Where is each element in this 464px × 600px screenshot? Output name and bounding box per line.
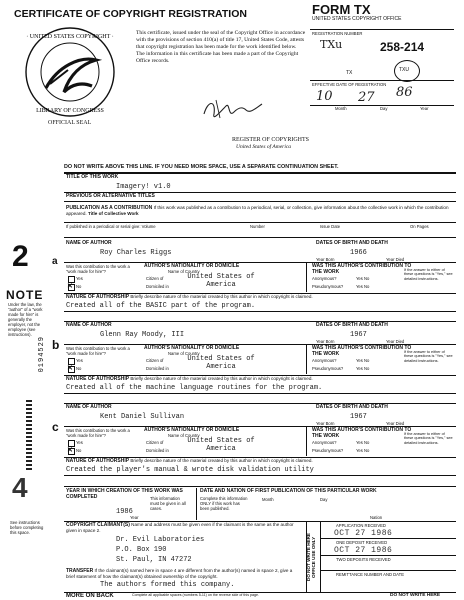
transfer-text: If the claimant(s) named here in space 4 are different from the author(s) named in space 2, give a brief statement of how the claimant(s) obtained ownership of the copyright. (66, 568, 293, 579)
one-deposit-date: OCT 27 1986 (334, 546, 393, 555)
eff-month: 10 (316, 89, 333, 104)
answer-note: If the answer to either of these questions is "Yes," see detailed instructions. (404, 432, 453, 445)
pseudonymous-yes-no[interactable]: Yes No (356, 284, 370, 289)
svg-text:LIBRARY OF CONGRESS: LIBRARY OF CONGRESS (36, 108, 104, 114)
more-on-back: MORE ON BACK (66, 593, 114, 599)
author-country: United States of America (187, 273, 255, 289)
tx-label: TX (346, 70, 353, 76)
pseudonymous-yes-no[interactable]: Yes No (356, 366, 370, 371)
country-label: Name of Country (168, 351, 200, 356)
hire-no-label: No (76, 448, 82, 453)
author-nature: Created the player's manual & wrote disk validation utility (66, 466, 314, 474)
claimant-address-2: St. Paul, IN 47272 (116, 556, 192, 564)
copyright-office-seal (24, 26, 116, 118)
citizen-label: Citizen of (146, 276, 164, 281)
year-died-label: Year Died (386, 257, 405, 262)
author-country: United States of America (187, 437, 255, 453)
periodical-volume-label: If published in a periodical or serial give: Volume (66, 224, 156, 229)
footer-complete: Complete all applicable spaces (numbers 5-11) on the reverse side of this page. (132, 593, 259, 597)
reg-prefix: TXu (320, 38, 343, 51)
pseudonymous-label: Pseudonymous? (312, 366, 344, 371)
seal-caption: OFFICIAL SEAL (48, 120, 92, 126)
periodical-issue-label: Issue Date (320, 224, 341, 229)
year-died-label: Year Died (386, 421, 405, 426)
form-id: FORM TX (312, 2, 371, 17)
year-born-label: Year Born (316, 421, 335, 426)
anonymous-yes-no[interactable]: Yes No (356, 276, 370, 281)
nationality-label: AUTHOR'S NATIONALITY OR DOMICILE (144, 263, 240, 269)
nature-text: Briefly describe nature of the material created by this author in which copyright is claimed. (130, 294, 313, 299)
author-name-label: NAME OF AUTHOR (66, 404, 112, 410)
claimant-block (66, 522, 302, 534)
periodical-number-label: Number (250, 224, 265, 229)
anonymous-label: Anonymous? (312, 276, 337, 281)
section-4-number: 4 (12, 472, 28, 503)
publication-label: PUBLICATION AS A CONTRIBUTION (66, 205, 153, 211)
year-died-label: Year Died (386, 339, 405, 344)
register-line1: REGISTER OF COPYRIGHTS (232, 137, 310, 143)
nature-label: NATURE OF AUTHORSHIP (66, 458, 130, 464)
author-country: United States of America (187, 355, 255, 371)
office-use-vertical: DO NOT WRITE HERE OFFICE USE ONLY (306, 533, 316, 581)
nature-label: NATURE OF AUTHORSHIP (66, 294, 130, 300)
margin-instructions: See instructions before completing this space. (10, 520, 44, 535)
footer-do-not-write: DO NOT WRITE HERE (390, 593, 441, 598)
office-name: UNITED STATES COPYRIGHT OFFICE (312, 16, 402, 22)
hire-yes-label: Yes (76, 276, 83, 281)
dates-label: DATES OF BIRTH AND DEATH (316, 404, 388, 410)
pub-month-label: Month (262, 497, 274, 502)
citizen-label: Citizen of (146, 358, 164, 363)
work-for-hire-question: Was this contribution to the work a "work made for hire"? (66, 346, 130, 356)
nature-row (66, 294, 313, 300)
month-label: Month (335, 106, 347, 111)
effective-date-label: EFFECTIVE DATE OF REGISTRATION (312, 82, 387, 87)
publication-contribution (66, 205, 452, 217)
domiciled-label: Domiciled in (146, 284, 169, 289)
txu-label: TXU (399, 67, 409, 73)
register-signature (196, 92, 266, 126)
hire-yes-label: Yes (76, 440, 83, 445)
first-publication-label: DATE AND NATION OF FIRST PUBLICATION OF THIS PARTICULAR WORK (200, 488, 377, 494)
author-name-label: NAME OF AUTHOR (66, 322, 112, 328)
year-born-label: Year Born (316, 339, 335, 344)
claimant-label: COPYRIGHT CLAIMANT(S) (66, 522, 130, 528)
country-label: Name of Country (168, 433, 200, 438)
hire-no-checkmark: ✕ (67, 365, 73, 372)
anonymous-yes-no[interactable]: Yes No (356, 440, 370, 445)
hire-no-checkmark: ✕ (67, 283, 73, 290)
previous-titles-label: PREVIOUS OR ALTERNATIVE TITLES (66, 193, 155, 199)
contribution-label: WAS THIS AUTHOR'S CONTRIBUTION TO THE WORK (312, 427, 412, 439)
certificate-title: CERTIFICATE OF COPYRIGHT REGISTRATION (14, 8, 247, 20)
contribution-label: WAS THIS AUTHOR'S CONTRIBUTION TO THE WORK (312, 345, 412, 357)
author-name: Roy Charles Riggs (100, 249, 172, 257)
pub-day-label: Day (320, 497, 328, 502)
nature-row (66, 458, 313, 464)
anonymous-yes-no[interactable]: Yes No (356, 358, 370, 363)
year-born-label: Year Born (316, 257, 335, 262)
claimant-name: Dr. Evil Laboratories (116, 536, 205, 544)
year-label-s3: Year (130, 515, 139, 520)
application-received-label: APPLICATION RECEIVED (336, 523, 386, 528)
nationality-label: AUTHOR'S NATIONALITY OR DOMICILE (144, 427, 240, 433)
transfer-block (66, 568, 302, 580)
work-for-hire-question: Was this contribution to the work a "work made for hire"? (66, 428, 130, 438)
nature-text: Briefly describe nature of the material created by this author in which copyright is claimed. (130, 376, 313, 381)
citizen-label: Citizen of (146, 440, 164, 445)
collective-work-label: Title of Collective Work (87, 211, 139, 216)
reg-number-label: REGISTRATION NUMBER (312, 31, 363, 36)
domiciled-label: Domiciled in (146, 366, 169, 371)
pub-nation-label: Nation (370, 515, 383, 520)
claimant-text: Name and address must be given even if the claimant is the same as the author given in space 2. (66, 522, 294, 533)
year-completed-note: This information must be given in all cases. (150, 496, 186, 511)
author-born-year: 1967 (350, 413, 367, 421)
dates-label: DATES OF BIRTH AND DEATH (316, 322, 388, 328)
transfer-value: The authors formed this company. (100, 581, 235, 589)
nature-row (66, 376, 313, 382)
anonymous-label: Anonymous? (312, 440, 337, 445)
year-completed-label: YEAR IN WHICH CREATION OF THIS WORK WAS COMPLETED (66, 488, 183, 500)
author-letter: a (52, 256, 58, 267)
author-born-year: 1967 (350, 331, 367, 339)
note-text: Under the law, the "author" of a "work made for hire" is generally the employer, not the employee (see instructions). (8, 302, 43, 337)
application-received-date: OCT 27 1986 (334, 529, 393, 538)
two-deposits-label: TWO DEPOSITS RECEIVED (336, 557, 391, 562)
reg-number: 258-214 (380, 40, 425, 54)
year-label: Year (420, 106, 429, 111)
hire-no-checkmark: ✕ (67, 447, 73, 454)
remittance-label: REMITTANCE NUMBER AND DATE (336, 572, 405, 577)
author-letter: b (52, 338, 60, 352)
dates-label: DATES OF BIRTH AND DEATH (316, 240, 388, 246)
pseudonymous-label: Pseudonymous? (312, 284, 344, 289)
periodical-pages-label: On Pages (410, 224, 429, 229)
nature-label: NATURE OF AUTHORSHIP (66, 376, 130, 382)
author-nature: Created all of the machine language routines for the program. (66, 384, 323, 392)
nationality-label: AUTHOR'S NATIONALITY OR DOMICILE (144, 345, 240, 351)
nature-text: Briefly describe nature of the material created by this author in which copyright is claimed. (130, 458, 313, 463)
author-name: Glenn Ray Moody, III (100, 331, 185, 339)
author-nature: Created all of the BASIC part of the program. (66, 302, 256, 310)
author-born-year: 1966 (350, 249, 367, 257)
answer-note: If the answer to either of these questions is "Yes," see detailed instructions. (404, 350, 453, 363)
first-publication-note: Complete this information ONLY if this work has been published. (200, 496, 248, 511)
answer-note: If the answer to either of these questions is "Yes," see detailed instructions. (404, 268, 453, 281)
contribution-label: WAS THIS AUTHOR'S CONTRIBUTION TO THE WORK (312, 263, 412, 275)
domiciled-label: Domiciled in (146, 448, 169, 453)
author-name-label: NAME OF AUTHOR (66, 240, 112, 246)
publication-text: If this work was published as a contribution to a periodical, serial, or collection, give information about the collective work in which the contribution appeared. (66, 205, 449, 216)
register-line2: United States of America (236, 144, 292, 150)
section-2-number: 2 (12, 240, 29, 273)
one-deposit-label: ONE DEPOSIT RECEIVED (336, 540, 388, 545)
certificate-statement: This certificate, issued under the seal of the Copyright Office in accordance with the provisions of section 410(a) of title 17, United States Code, attests that copyright registration has been made for the work identified below. The information in this certificate has been made a part of the Copyright Office records. (136, 30, 306, 64)
do-not-write-warning: DO NOT WRITE ABOVE THIS LINE. IF YOU NEED MORE SPACE, USE A SEPARATE CONTINUATION SHEET. (64, 164, 339, 170)
work-title: Imagery! v1.0 (116, 183, 171, 191)
year-completed-value: 1986 (116, 508, 133, 516)
pseudonymous-label: Pseudonymous? (312, 448, 344, 453)
eff-day: 27 (358, 90, 375, 105)
author-letter: c (52, 420, 59, 434)
pseudonymous-yes-no[interactable]: Yes No (356, 448, 370, 453)
claimant-address-1: P.O. Box 190 (116, 546, 167, 554)
day-label: Day (380, 106, 388, 111)
hire-no-label: No (76, 284, 82, 289)
svg-text:· UNITED STATES COPYRIGHT ·: · UNITED STATES COPYRIGHT · (26, 34, 114, 40)
hire-yes-label: Yes (76, 358, 83, 363)
hire-no-label: No (76, 366, 82, 371)
margin-code: 0194529 (38, 336, 46, 373)
anonymous-label: Anonymous? (312, 358, 337, 363)
author-name: Kent Daniel Sullivan (100, 413, 185, 421)
work-for-hire-question: Was this contribution to the work a "work made for hire"? (66, 264, 130, 274)
margin-barcode (26, 400, 32, 470)
title-label: TITLE OF THIS WORK (66, 174, 119, 180)
eff-year: 86 (396, 85, 413, 100)
note-heading: NOTE (6, 288, 44, 302)
country-label: Name of Country (168, 269, 200, 274)
transfer-label: TRANSFER (66, 568, 94, 574)
